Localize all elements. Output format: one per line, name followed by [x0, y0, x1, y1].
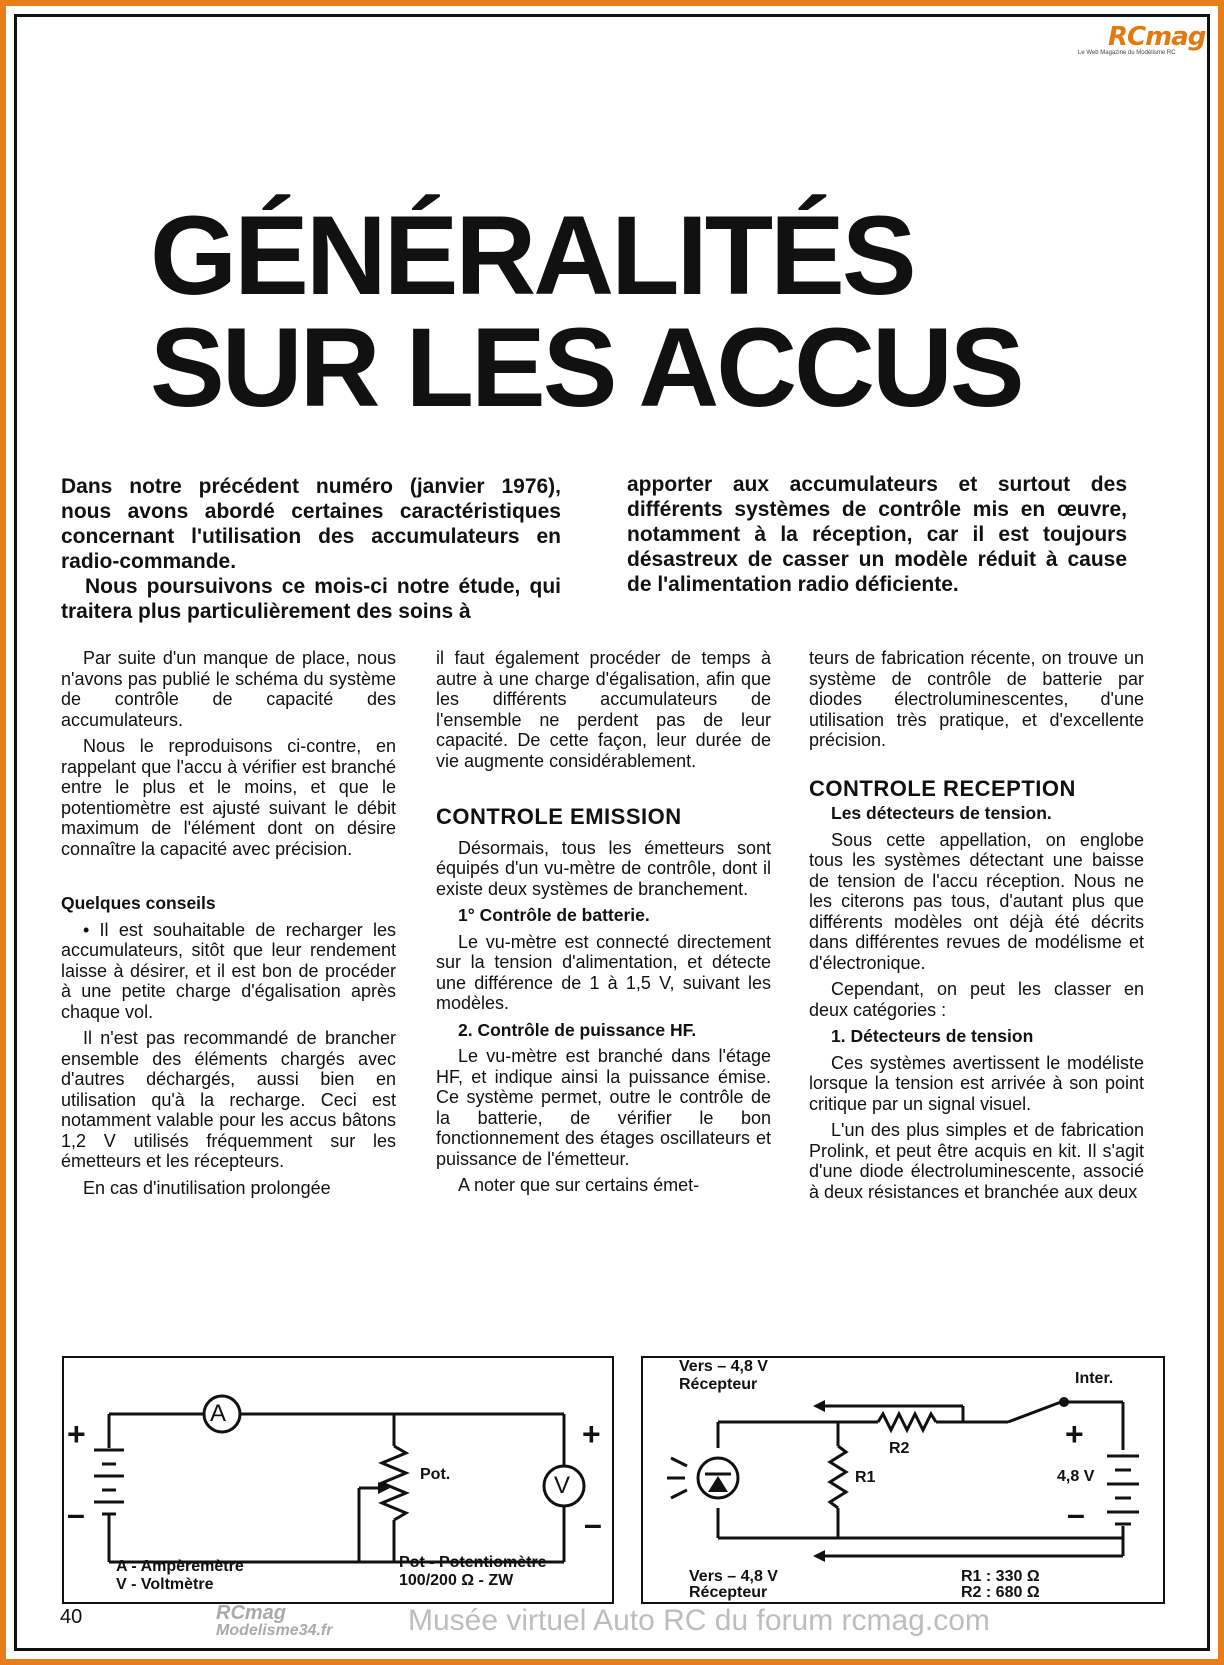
footer-watermark: Musée virtuel Auto RC du forum rcmag.com	[408, 1604, 990, 1637]
legend-pot: Pot - Potentiomètre	[399, 1554, 547, 1571]
footer-brand-rcmag: RCmag	[216, 1602, 287, 1624]
logo-text: RCmag	[1108, 22, 1206, 52]
section-heading: CONTROLE EMISSION	[436, 804, 682, 829]
body-paragraph: Sous cette appellation, on englobe tous les systèmes détectant une baisse de tension de l'accu réception. Nous ne les citerons pas tous, d'autant plus que différents modèles ont déjà été décrits dans différentes revues de modélisme et d'électronique.	[809, 829, 1144, 973]
body-paragraph: Le vu-mètre est connecté directement sur la tension d'alimentation, et détecte une différence de 1 à 1,5 V, suivant les modèles.	[436, 931, 771, 1013]
body-paragraph: Cependant, on peut les classer en deux catégories :	[809, 979, 1144, 1020]
title-line-2: SUR LES ACCUS	[150, 305, 1022, 430]
body-paragraph: Désormais, tous les émetteurs sont équipés d'un vu-mètre de contrôle, dont il existe deux systèmes de branchement.	[436, 837, 771, 899]
r1-label: R1	[855, 1469, 876, 1486]
sub-heading: Les détecteurs de tension.	[831, 803, 1052, 823]
body-paragraph: Ces systèmes avertissent le modéliste lorsque la tension est arrivée à son point critique par un signal visuel.	[809, 1052, 1144, 1114]
legend-pot-value: 100/200 Ω - ZW	[399, 1572, 514, 1589]
logo-tagline: Le Web Magazine du Modélisme RC	[1078, 50, 1176, 56]
legend-voltmeter: V - Voltmètre	[116, 1576, 214, 1593]
body-paragraph: L'un des plus simples et de fabrication Prolink, et peut être acquis en kit. Il s'agit d'une diode électroluminescente, associé à deux résistances et branchée aux deux	[809, 1120, 1144, 1202]
intro-right	[627, 472, 1127, 597]
r2-label: R2	[889, 1440, 910, 1457]
section-heading: CONTROLE RECEPTION	[809, 775, 1076, 801]
rcmag-logo	[1068, 22, 1206, 56]
column-3	[809, 648, 1144, 1208]
column-2	[436, 648, 771, 1202]
footer-brand-site: Modelisme34.fr	[216, 1622, 333, 1639]
body-paragraph: teurs de fabrication récente, on trouve un système de contrôle de batterie par diodes électroluminescentes, d'une utilisation très pratique, et d'excellente précision.	[809, 648, 1144, 750]
title-line-1: GÉNÉRALITÉS	[150, 193, 914, 318]
switch-label: Inter.	[1075, 1370, 1114, 1387]
intro-paragraph: Nous poursuivons ce mois-ci notre étude, qui traitera plus particulièrement des soins à	[61, 575, 561, 623]
intro-paragraph: apporter aux accumulateurs et surtout des différents systèmes de contrôle mis en œuvre, notamment à la réception, car il est toujours désastreux de casser un modèle réduit à cause de l'alimentation radio déficiente.	[627, 473, 1127, 596]
battery-voltage: 4,8 V	[1057, 1468, 1095, 1485]
receiver-label-bottom: Récepteur	[689, 1584, 768, 1601]
footer-brand	[216, 1604, 332, 1640]
led-detector-diagram	[641, 1356, 1165, 1604]
minus-left: –	[67, 1496, 85, 1532]
minus-right: –	[584, 1506, 602, 1542]
capacity-circuit-diagram	[62, 1356, 614, 1604]
plus-right: +	[582, 1416, 601, 1452]
minus-label: –	[1067, 1496, 1085, 1532]
body-paragraph: • Il est souhaitable de recharger les accumulateurs, sitôt que leur rendement laisse à désirer, et il est bon de procéder à une petite charge d'égalisation après chaque vol.	[61, 919, 396, 1022]
intro-left	[61, 474, 561, 624]
body-paragraph: Le vu-mètre est branché dans l'étage HF, et indique ainsi la puissance émise. Ce système permet, outre le contrôle de la batterie, de vérifier le bon fonctionnement des étages oscillateurs et puissance de l'émetteur.	[436, 1046, 771, 1169]
r2-value: R2 : 680 Ω	[961, 1584, 1040, 1601]
pot-label: Pot.	[420, 1466, 451, 1483]
column-1	[61, 648, 396, 1204]
r1-value: R1 : 330 Ω	[961, 1568, 1040, 1585]
body-paragraph: Il n'est pas recommandé de brancher ensemble des éléments chargés avec d'autres déchargés, aussi bien en utilisation qu'à la recharge. Ceci est notamment valable pour les accus bâtons 1,2 V utilisés fréquemment sur les émetteurs et les récepteurs.	[61, 1028, 396, 1171]
body-paragraph: En cas d'inutilisation prolongée	[83, 1177, 331, 1198]
body-paragraph: Par suite d'un manque de place, nous n'avons pas publié le schéma du système de contrôle de capacité des accumulateurs.	[61, 648, 396, 730]
sub-heading: 1. Détecteurs de tension	[831, 1026, 1034, 1046]
intro-paragraph: Dans notre précédent numéro (janvier 1976), nous avons abordé certaines caractéristiques concernant l'utilisation des accumulateurs en radio-commande.	[61, 475, 561, 573]
body-paragraph: A noter que sur certains émet-	[458, 1175, 700, 1195]
voltmeter-label: V	[554, 1472, 571, 1499]
body-paragraph: il faut également procéder de temps à autre à une charge d'égalisation, afin que les différents accumulateurs de l'ensemble ne perdent pas de leur capacité. De cette façon, leur durée de vie augmente considérablement.	[436, 648, 771, 771]
ammeter-label: A	[210, 1400, 227, 1427]
legend-ammeter: A - Ampèremètre	[116, 1558, 244, 1575]
sub-heading: 1° Contrôle de batterie.	[458, 905, 650, 925]
to-receiver-bottom: Vers – 4,8 V	[689, 1568, 778, 1585]
article-title	[150, 193, 1050, 430]
receiver-label-top: Récepteur	[679, 1376, 758, 1393]
section-heading: Quelques conseils	[61, 893, 216, 913]
page-number: 40	[60, 1606, 83, 1628]
to-receiver-top: Vers – 4,8 V	[679, 1358, 768, 1375]
sub-heading: 2. Contrôle de puissance HF.	[458, 1019, 697, 1040]
plus-label: +	[1065, 1416, 1084, 1452]
body-paragraph: Nous le reproduisons ci-contre, en rappelant que l'accu à vérifier est branché entre le plus et le moins, et que le potentiomètre est ajusté suivant le débit maximum de l'élément dont on désire connaître la capacité avec précision.	[61, 736, 396, 859]
plus-left: +	[67, 1416, 86, 1452]
